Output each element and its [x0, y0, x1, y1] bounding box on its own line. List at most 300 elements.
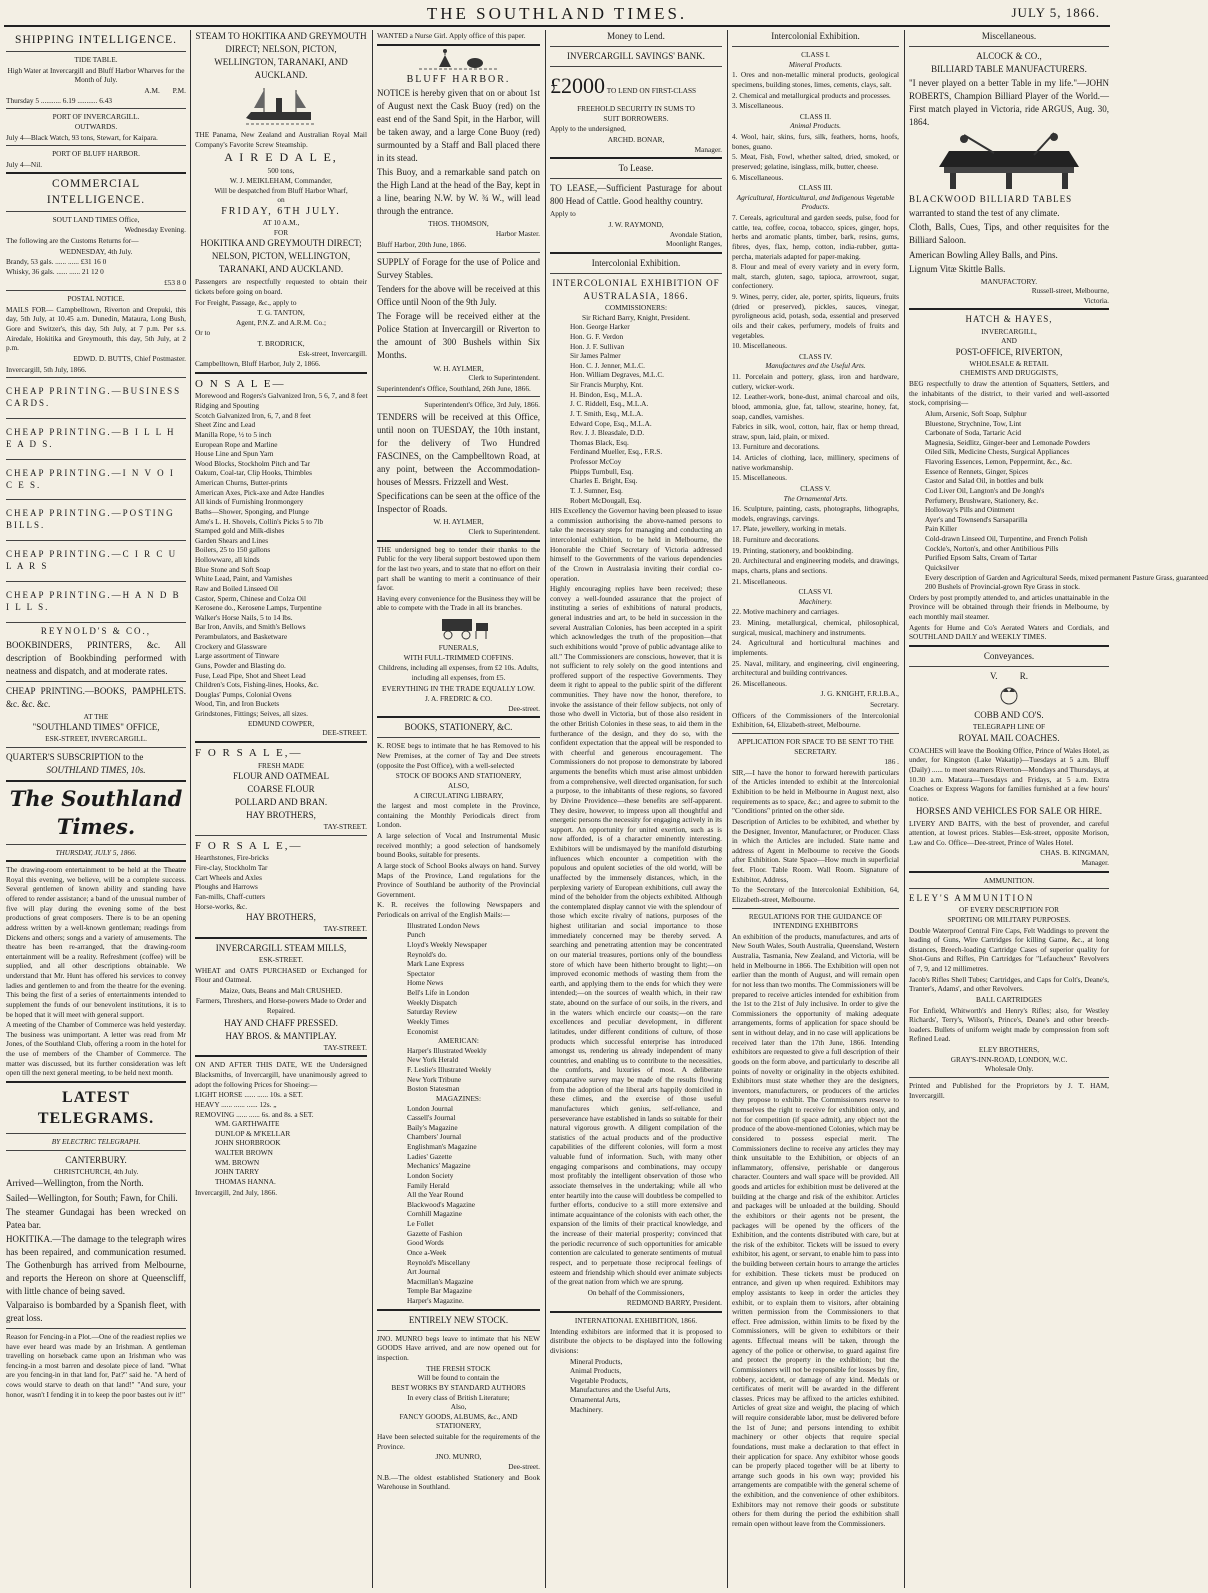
school-text: A large stock of School Books always on hand. Survey Maps of the Province, Land regulations for the Province of Southland be authority of the Provincial Government. — [377, 860, 540, 899]
fresh-stock-sub: Will be found to contain the — [417, 1373, 500, 1383]
exhibition-title: INTERCOLONIAL EXHIBITION OF AUSTRALASIA, 1866. — [552, 277, 720, 301]
class-item: 26. Miscellaneous. — [732, 678, 787, 688]
wholesale-retail: WHOLESALE & RETAIL — [969, 358, 1049, 368]
column-5 — [732, 30, 899, 1588]
commercial-heading: COMMERCIAL INTELLIGENCE. — [46, 178, 146, 206]
commissioner-item: Thomas Black, Esq. — [570, 437, 629, 447]
column-6 — [909, 30, 1208, 1588]
blacksmith-name: WM. BROWN — [215, 1157, 260, 1167]
commercial-line: SOUT LAND TIMES Office, — [52, 214, 140, 224]
column-1 — [6, 30, 186, 1588]
commissioner-item: Hon. William Degraves, M.L.C. — [570, 370, 665, 380]
imprint: Printed and Published for the Proprietors by J. T. HAM, Invercargill. — [909, 1080, 1109, 1100]
coarse-flour: COARSE FLOUR — [247, 784, 315, 795]
livery-text: LIVERY AND BAITS, with the best of provender, and careful attention, at lowest prices. Stables—Esk-street, opposite Morison, Law and Co. Office—Dee-street, Prince of Wales Hotel. — [909, 818, 1109, 847]
telegraph-line: TELEGRAPH LINE OF — [972, 722, 1046, 732]
eley-text: Double Waterproof Central Fire Caps, Felt Waddings to prevent the leading of Guns, Wire Cartridges for killing Game, &c., at long distances, Breech-loading Cartridge Cases of superior quality for Shot-Guns and Rifles, Pin Cartridges for "Lefaucheux" Revolvers of 7, 9, and 12 millimetres. — [909, 925, 1109, 974]
sale-item: European Rope and Marline — [195, 439, 278, 449]
sale-item: Raw and Boiled Linseed Oil — [195, 583, 279, 593]
manager-title: Manager. — [1081, 858, 1109, 868]
buoy-notice: NOTICE is hereby given that on or about 1st of August next the Cask Buoy (red) on the east end of the Sand Spit, in the Harbor, will be taken away, and a large Cone Buoy (red) surmounted by a Staff and Ball placed there in its stead. — [377, 87, 540, 164]
sale-item: Wood, Tin, and Iron Buckets — [195, 699, 280, 709]
sale-item: Morewood and Rogers's Galvanized Iron, 5 6, 7, and 8 feet — [195, 391, 368, 401]
commissioner-item: Edward Cope, Esq., M.L.A. — [570, 418, 652, 428]
commissioner-item: Hon. George Harker — [570, 322, 630, 332]
chemist-item: Cod Liver Oil, Langton's and De Jongh's — [925, 485, 1045, 495]
wholesale-only: Wholesale Only. — [984, 1064, 1034, 1074]
smith-date: Invercargill, 2nd July, 1866. — [195, 1187, 278, 1197]
newspaper-item: Spectator — [407, 968, 435, 978]
excellency-paragraph: HIS Excellency the Governor having been pleased to issue a commission authorising the above-named persons to take the necessary steps for managing and conducting an intercolonial exhibition, to be held in Melbourne, the Honorable the Chief Secretary of Victoria addressed himself to the Governments of the various dependencies of the Crown in Australasia inviting their cordial co-operation. — [550, 506, 722, 583]
hatch-location: INVERCARGILL, — [981, 326, 1037, 336]
commissioner-item: J. C. Riddell, Esq., M.L.A. — [570, 399, 649, 409]
tide-pm: P.M. — [172, 86, 186, 96]
blacksmith-name: DUNLOP & M'KELLAR — [215, 1128, 291, 1138]
chemist-item: Alum, Arsenic, Soft Soap, Sulphur — [925, 408, 1027, 418]
merchant-address: TAY-STREET. — [323, 924, 367, 934]
clerk-title: Clerk to Superintendent. — [468, 373, 540, 383]
commissioner-item: Sir Francis Murphy, Knt. — [570, 380, 644, 390]
ad-date: Superintendent's Office, 3rd July, 1866. — [424, 400, 540, 410]
magazine-item: Blackwood's Magazine — [407, 1199, 475, 1209]
hearse-icon — [424, 615, 494, 641]
magazine-item: Macmillan's Magazine — [407, 1276, 474, 1286]
steamship-icon — [246, 84, 316, 128]
class-subtitle: Machinery. — [798, 596, 833, 606]
leader-paragraph: A meeting of the Chamber of Commerce was held yesterday. The business was unimportant. A letter was read from Mr Jones, of the Southland Club, offering a room in the hotel for the use of members of the Chamber of Commerce. The matter was discussed, but its further consideration was left open till the next general meeting, to be held next month. — [6, 1020, 186, 1078]
specs-notice: Specifications can be seen at the office of the Inspector of Roads. — [377, 491, 540, 515]
blacksmith-name: JOHN TARRY — [215, 1167, 260, 1177]
class-title: CLASS I. — [801, 50, 830, 60]
eley-brothers: ELEY BROTHERS, — [978, 1045, 1040, 1055]
magazine-item: Harper's Magazine. — [407, 1296, 464, 1306]
quarter-subscription-price: SOUTHLAND TIMES, 10s. — [46, 765, 146, 776]
chemist-item: Every description of Garden and Agricultural Seeds, mixed permanent Pasture Grass, guaranteed — [925, 572, 1208, 582]
merchant-address: TAY-STREET. — [323, 822, 367, 832]
sale-item: Grindstones, Fittings; Seives, all sizes. — [195, 709, 308, 719]
sailing-time: AT 10 A.M., — [262, 217, 300, 227]
class-subtitle: Agricultural, Horticultural, and Indigenous Vegetable Products. — [736, 192, 895, 212]
class-item: Fabrics in silk, wool, cotton, hair, flax or hemp thread, straw, spun, laid, plain, or mixed. — [732, 422, 899, 441]
sale-item: Wood Blocks, Stockholm Pitch and Tar — [195, 458, 311, 468]
commissioner-item: T. J. Sumner, Esq. — [570, 485, 623, 495]
shoeing-price: HEAVY ...... ...... ...... 12s. „ — [195, 1099, 277, 1109]
passengers-note: Passengers are respectfully requested to obtain their tickets before going on board. — [195, 277, 367, 296]
ammunition-heading: AMMUNITION. — [983, 875, 1035, 885]
magazine-item: Family Herald — [407, 1180, 450, 1190]
column-divider — [372, 30, 373, 1588]
masthead-date: JULY 5, 1866. — [1011, 5, 1100, 20]
manufactory-address: Russell-street, Melbourne, — [1031, 286, 1109, 296]
magazine-item: Cornhill Magazine — [407, 1209, 462, 1219]
newspaper-item: Home News — [407, 978, 444, 988]
esk-street: ESK-STREET, INVERCARGILL. — [45, 734, 147, 744]
printing-ad: CHEAP PRINTING.—C I R C U L A R S — [6, 549, 178, 572]
class-item: 8. Flour and meal of every variety and in every form, malt, starch, gluten, sago, tapioca, arrowroot, sugar, confectionery. — [732, 262, 899, 291]
column-4 — [550, 30, 722, 1588]
application-year: 186 . — [884, 757, 899, 767]
sale-item: Scotch Galvanized Iron, 6, 7, and 8 feet — [195, 410, 311, 420]
commercial-line: Whisky, 36 gals. ...... ...... 21 12 0 — [6, 266, 104, 276]
sale-item: Horse-works, &c. — [195, 901, 248, 911]
clerk-title: Clerk to Superintendent. — [468, 527, 540, 537]
commissioner-item: Charles E. Bright, Esq. — [570, 476, 638, 486]
flour-oatmeal: FLOUR AND OATMEAL — [232, 771, 329, 782]
chemist-list — [909, 408, 1208, 592]
division-item: Machinery. — [570, 1404, 603, 1414]
lignum-note: Lignum Vitæ Skittle Balls. — [909, 263, 1006, 274]
behalf: On behalf of the Commissioners, — [587, 1287, 685, 1297]
class-item: 6. Miscellaneous. — [732, 172, 784, 182]
agent-address: Esk-street, Invercargill. — [298, 348, 367, 358]
class-subtitle: Animal Products. — [790, 121, 841, 131]
loan-amount: £2000 — [550, 73, 605, 99]
chemist-item: 200 Bushels of Provincial-grown Rye Grass in stock. — [925, 582, 1080, 592]
leader-paragraph: The drawing-room entertainment to be held at the Theatre Royal this evening, we believe, will be a complete success. Several gentlemen of known ability and standing have offered to render assistance; a band of the unusual number of five will play during the evening some of the best productions of great composers. There is to be an opening address written by a well-known gentleman; readings from Dickens and others; songs and a variety of amusements. The theatre has been re-arranged, that the drawing-room entertainment will be a reality. Refreshment (coffee) will be supplied, and all other descriptions obtainable. We understand that Mr. Hunt has offered his services to convey ladies and gentlemen to and from the theatre for the evening. This being the first of a series of entertainments intended to supplement the funds of our benevolent institutions, it is to be hoped that it will meet with general support. — [6, 865, 186, 1019]
telegrams-heading: LATEST TELEGRAMS. — [37, 1088, 155, 1128]
pollard-bran: POLLARD AND BRAN. — [234, 797, 328, 808]
newspaper-item: F. Leslie's Illustrated Weekly — [407, 1065, 492, 1075]
sale-item: Douglas' Pumps, Colonial Ovens — [195, 689, 292, 699]
newspaper-item: Boston Statesman — [407, 1084, 460, 1094]
regulations-text: An exhibition of the products, manufactures, and arts of New South Wales, South Australia, Queensland, Western Australia, Tasmania, New Zealand, and Victoria, will be held in Melbourne in 1866. The Exhibition will open not earlier than the month of August, and will remain open for not less than two months. The Commissioners will be prepared to receive articles intended for exhibition from the 1st to the 21st of July inclusive. In order to give the Commissioners the opportunity of making adequate arrangements, forms of application for space should be sent in without delay, and in no case will applications be received later than the 17th June, 1866. Intending exhibitors are requested to give a full description of their goods on the form above, and particularly to describe all points of novelty or originality in the objects exhibited. Exhibitors must state whether they are the designers, inventors, manufacturers, or producers of the articles they propose to exhibit. The Commissioners reserve to themselves the right to receive for exhibition only, and not for competition (if space admit), any object not the produce of the above-mentioned Colonies, which may be considered to possess especial merit. The Commissioners decline to receive any articles they may think unsuitable to the Exhibition, or objects of an inflammatory, offensive, perishable or dangerous character. Counters and wall space will be provided. All goods and articles for exhibition must be delivered at the building at the charge and risk of the exhibitor. Articles and packages will be unloaded at the building. Should the exhibitors or their agents not be present, the packages will be opened by the officers of the Exhibition, and the contents distributed with care, but at the risk of the exhibitor. Tickets will be issued to every exhibitor, his agent, or servant, to enable him to pass into the building between certain hours to arrange the articles for exhibition. These tickets must be produced on entrance, and given up when required. Exhibitors may employ assistants to keep in order the articles they exhibit, or to explain them to visitors, after obtaining written permission from the Commissioners to that effect. Free admission, within limits to be fixed by the Commissioners, will be given to exhibitors or their agents. Effectual means will be taken, through the agency of the police or otherwise, to guard against fire and protect the property in the exhibition; but the Commissioners will not be responsible for losses by fire, robbery, accident, or damage of any kind. Medals or certificates of merit will be awarded in the different classes. Prices may be affixed to the articles exhibited. Articles of great size and weight, the placing of which will require considerable labor, must be delivered before the 1st of June; and persons intending to exhibit machinery or other objects that require special foundations, must make a declaration to that effect in their application for space. Any exhibitor whose goods can be properly placed together will be at liberty to arrange such goods in his own way; provided his arrangements are compatible with the general scheme of the exhibition, and the convenience of other exhibitors. Exhibitors may not remove their goods or substitute others for them during the period the exhibition shall remain open without leave from the Commissioners. — [732, 931, 899, 1528]
agent-title: Agent, P.N.Z. and A.R.M. Co.; — [236, 317, 326, 327]
officers-note: Officers of the Commissioners of the Intercolonial Exhibition, 64, Elizabeth-street, Melbourne. — [732, 710, 899, 730]
port-bluff: PORT OF BLUFF HARBOR. — [52, 149, 140, 159]
ad-date: Superintendent's Office, Southland, 26th June, 1866. — [377, 383, 531, 393]
billiard-quote: "I never played on a better Table in my life."—JOHN ROBERTS, Champion Billiard Player of the World.—First match played in Victoria, ride ARGUS, Aug. 30, 1864. — [909, 78, 1109, 128]
class-list — [732, 50, 899, 688]
eley-heading: ELEY'S AMMUNITION — [909, 893, 1035, 904]
class-item: 14. Articles of clothing, lace, millinery, specimens of native workmanship. — [732, 453, 899, 472]
sale-item: Fire-clay, Stockholm Tar — [195, 863, 268, 873]
conveyances-heading: Conveyances. — [983, 650, 1035, 661]
nb-note: N.B.—The oldest established Stationery and Book Warehouse in Southland. — [377, 1472, 540, 1492]
stock-heading: STOCK OF BOOKS AND STATIONERY, — [395, 771, 522, 781]
class-item: 21. Miscellaneous. — [732, 576, 787, 586]
sale-item: Walker's Horse Nails, 5 to 14 lbs. — [195, 612, 293, 622]
smith-list — [195, 1119, 367, 1186]
newspaper-item: Lloyd's Weekly Newspaper — [407, 939, 488, 949]
quarter-subscription: QUARTER'S SUBSCRIPTION to the — [6, 752, 144, 763]
merchant-address: Dee-street. — [508, 1461, 540, 1471]
billiard-table-icon — [934, 131, 1084, 191]
orders-note: Orders by post promptly attended to, and articles unattainable in the Province will be obtained through their friends in Melbourne, by each monthly mail steamer. — [909, 592, 1109, 622]
shoeing-price: LIGHT HORSE ...... ...... 10s. a SET. — [195, 1090, 303, 1100]
blacksmith-name: THOMAS HANNA. — [215, 1176, 276, 1186]
chemist-item: Carbonate of Soda, Tartaric Acid — [925, 428, 1022, 438]
dateline: THURSDAY, JULY 5, 1866. — [55, 847, 137, 857]
sale-item: Hollowware, all kinds — [195, 555, 260, 565]
exhibition-heading: Intercolonial Exhibition. — [591, 257, 681, 268]
commissioner-item: Ferdinand Mueller, Esq., F.R.S. — [570, 447, 663, 457]
magazine-item: Le Follet — [407, 1219, 434, 1229]
harbor-master-title: Harbor Master. — [495, 228, 540, 238]
class-item: 4. Wool, hair, skins, furs, silk, feathers, horns, hoofs, bones, guano. — [732, 132, 899, 151]
eley-address: GRAY'S-INN-ROAD, LONDON, W.C. — [950, 1054, 1068, 1064]
blacksmith-name: WM. GARTHWAITE — [215, 1119, 280, 1129]
forage-notice: The Forage will be received either at the Police Station at Invercargill or Riverton to the amount of 300 Bushels within Six Months. — [377, 311, 540, 361]
sale-item: Fan-mills, Chaff-cutters — [195, 891, 265, 901]
class-subtitle: Manufactures and the Useful Arts. — [765, 361, 866, 371]
class-item: 15. Miscellaneous. — [732, 473, 787, 483]
bowling-note: American Bowling Alley Balls, and Pins. — [909, 249, 1058, 260]
smiths-notice: ON AND AFTER THIS DATE, WE the Undersigned Blacksmiths, of Invercargill, have unanimously agreed to adopt the following Prices for Shoeing:— — [195, 1060, 367, 1089]
chemist-item: Cockle's, Norton's, and other Antibilious Pills — [925, 543, 1059, 553]
class-item: 12. Leather-work, bone-dust, animal charcoal and oils, blood, ammonia, glue, fat, tallow, stearine, honey, fat, soap, candles, varnishes. — [732, 392, 899, 421]
tons: 500 tons, — [267, 166, 295, 176]
newspaper-item: Punch — [407, 930, 426, 940]
panama-text: THE Panama, New Zealand and Australian Royal Mail Company's Favorite Screw Steamship. — [195, 130, 367, 149]
tide-am: A.M. — [144, 86, 160, 96]
sporting-heading: SPORTING OR MILITARY PURPOSES. — [947, 914, 1071, 924]
commercial-line: £53 8 0 — [164, 277, 186, 287]
horses-heading: HORSES AND VEHICLES FOR SALE OR HIRE. — [915, 805, 1103, 816]
manager-name: ARCHD. BONAR, — [607, 135, 665, 144]
telegram: Arrived—Wellington, from the North. — [6, 1178, 144, 1189]
sale-item: All kinds of Furnishing Ironmongery — [195, 497, 304, 507]
secretary-name: J. G. KNIGHT, F.R.I.B.A., — [820, 689, 899, 699]
freight-note: For Freight, Passage, &c., apply to — [195, 297, 297, 307]
times-office: "SOUTHLAND TIMES" OFFICE, — [32, 722, 160, 733]
royal-mail: ROYAL MAIL COACHES. — [958, 732, 1060, 743]
fencing-anecdote: Reason for Fencing-in a Plot.—One of the readiest replies we have ever heard was made by an Irishman. A gentleman travelling on horseback came upon an Irishman who was fencing-in a most barren and desolate piece of land. "What are you fencing-in in that land for, Pat?" said he. "A herd of cows would starve to death on that land!" "And sure, your honor, wasn't I fending it in to keep the poor bastes out iv it!" — [6, 1331, 186, 1399]
also: Also, — [450, 1402, 467, 1412]
magazine-item: Good Words — [407, 1238, 444, 1248]
newspaper-item: New York Tribune — [407, 1074, 462, 1084]
newspaper-item: New York Herald — [407, 1055, 459, 1065]
ball-heading: BALL CARTRIDGES — [976, 994, 1042, 1004]
loan-text: TO LEND ON FIRST-CLASS — [606, 86, 697, 96]
sale-item: Perambulators, and Basketware — [195, 632, 288, 642]
class-item: 2. Chemical and metallurgical products and processes. — [732, 90, 891, 100]
shipping-heading: SHIPPING INTELLIGENCE. — [15, 34, 177, 46]
clerk-name: W. H. AYLMER, — [433, 363, 484, 373]
class-item: 3. Miscellaneous. — [732, 101, 784, 111]
printing-ad: CHEAP PRINTING.—I N V O I C E S. — [6, 467, 175, 490]
magazines-heading: MAGAZINES: — [436, 1093, 481, 1103]
magazine-item: Chambers' Journal — [407, 1132, 462, 1142]
sale-item: Baths—Shower, Sponging, and Plunge — [195, 506, 309, 516]
outwards-label: OUTWARDS. — [74, 121, 118, 131]
clerk-name: W. H. AYLMER, — [433, 517, 484, 527]
postal-text: MAILS FOR— Campbelltown, Riverton and Orepuki, this day, 5th July, at 10.45 a.m. Dunedin, Mataura, Long Bush, Gore and Switzer's, this day, 5th July, at 7 p.m. Per s.s. Airedale, Hokitika and Greymouth, this day, 5th July, at 2 p.m. — [6, 304, 186, 353]
mills-address: ESK-STREET. — [258, 954, 304, 964]
magazine-item: Englishman's Magazine — [407, 1142, 477, 1152]
newspaper-item: Bell's Life in London — [407, 988, 470, 998]
suit-borrowers: SUIT BORROWERS. — [603, 113, 669, 123]
funerals-heading: FUNERALS, — [438, 643, 479, 653]
christchurch-date: CHRISTCHURCH, 4th July. — [53, 1166, 139, 1176]
fresh-stock: THE FRESH STOCK — [426, 1363, 491, 1373]
sale-item: Ploughs and Harrows — [195, 882, 258, 892]
commissioner-list — [550, 322, 722, 505]
merchant-address: DEE-STREET. — [322, 728, 367, 738]
division-item: Mineral Products, — [570, 1356, 623, 1366]
magazine-item: All the Year Round — [407, 1190, 464, 1200]
application-address: To the Secretary of the Intercolonial Exhibition, 64, Elizabeth-street, Melbourne. — [732, 885, 899, 904]
newspaper-item: Economist — [407, 1026, 439, 1036]
airedale: A I R E D A L E, — [224, 150, 338, 165]
steam-heading: STEAM TO HOKITIKA AND GREYMOUTH DIRECT; NELSON, PICTON, WELLINGTON, TARANAKI, AND AUCKLAND. — [195, 31, 367, 81]
harbor-master: THOS. THOMSON, — [428, 219, 489, 229]
sale-item: Bar Iron, Anvils, and Smith's Bellows — [195, 622, 306, 632]
sale-item: Ame's L. H. Shovels, Collin's Picks 5 to 7lb — [195, 516, 324, 526]
magazine-item: Once a-Week — [407, 1247, 447, 1257]
pamphlet-ad: CHEAP PRINTING.—BOOKS, PAMPHLETS. &c. &c. &c. — [6, 685, 186, 709]
chemist-item: Essence of Rennets, Ginger, Spices — [925, 466, 1029, 476]
post-office: POST-OFFICE, RIVERTON, — [955, 346, 1063, 357]
magazine-item: Ladies' Gazette — [407, 1151, 452, 1161]
merchant-name: JNO. MUNRO, — [435, 1452, 482, 1462]
shoeing-price: REMOVING ...... ...... 6s. and 8s. a SET. — [195, 1109, 314, 1119]
alcock-heading: ALCOCK & CO., — [976, 51, 1042, 62]
magazine-item: London Journal — [407, 1103, 454, 1113]
sale-item: Blue Stone and Soft Soap — [195, 564, 270, 574]
column-divider — [904, 30, 905, 1588]
masthead-title: THE SOUTHLAND TIMES. — [426, 4, 688, 23]
manager-name: CHAS. B. KINGMAN, — [1040, 848, 1109, 858]
lessor-name: J. W. RAYMOND, — [608, 220, 664, 230]
for-sale-heading: F O R S A L E,— — [195, 839, 303, 852]
tide-row: Thursday 5 ........... 6.19 ........... 6.43 — [6, 95, 113, 105]
music-text: A large selection of Vocal and Instrumental Music received monthly; a good selection of handsomely bound Books, suitable for presents. — [377, 831, 540, 860]
ad-date: Campbelltown, Bluff Harbor, July 2, 1866. — [195, 359, 321, 369]
sale-item: House Line and Spun Yarn — [195, 449, 274, 459]
commissioners-heading: COMMISSIONERS: — [604, 303, 668, 313]
wheat-note: WHEAT and OATS PURCHASED or Exchanged for Flour and Oatmeal. — [195, 965, 367, 985]
cloth-note: Cloth, Balls, Cues, Tips, and other requisites for the Billiard Saloon. — [909, 222, 1109, 246]
ad-date: Bluff Harbor, 20th June, 1866. — [377, 239, 467, 249]
telegram: Sailed—Wellington, for South; Fawn, for Chili. — [6, 1192, 178, 1203]
class-item: 19. Printing, stationery, and bookbinding. — [732, 545, 854, 555]
sale-item: American Churns, Butter-prints — [195, 478, 288, 488]
exhibition-body: Highly encouraging replies have been received; these convey a well-founded assurance that the project of instituting a series of exhibitions of natural products, general industries and art, to be held in succession in the several Australian Colonies, has been accepted in a spirit which acknowledges the truth of the proposition—that such exhibitions would "prove of public advantage alike to all." The Commissioners are conscious, however, that it is not sufficient to rely solely on the good intentions and proffered support of the respective Governments. They deem it right to appeal to the public spirit of the different communities. They have now the honor, therefore, to invoke the assistance of their fellow subjects, not only of those who dwell in Victoria, but of those also resident in the other British Colonies in these seas, to aid them in the furtherance of the design, and they do so, with the confident expectation that the appeal will be responded to with cheerful and generous encouragement. The Commissioners do not propose to demonstrate by labored arguments the benefits which must arise almost unbidden from a comprehensive, well directed organisation, for such a purpose, to the inhabitants of these regions, so favored by Divine Providence—these benefits are self-apparent. They desire, however, to impress upon all thoughtful and energetic persons the necessity for engaging actively in its support. An opportunity for united exertion, such as is now afforded, is of a character eminently interesting. Exhibitors will be undismayed by the manifold disturbing influences which encounter a competition with the populous and opulent societies of the old world, will be unaffected by the immensely distances, which, in the perplexing variety of European exhibitions, cull away the mind of the beholder from the objects exhibited. Although the contemplated display cannot vie with the splendour of those which excite rivalry of nations, purposes of the highest utilitarian and social importance to those immediately concerned may be thereby served. A searching and penetrating attention may be concentrated on our material treasures, portions only of the boundless store of which have been hitherto brought to light;—on improved economic methods of wasting them from the earth, and applying them to the ends for which they were intended;—on the sources of wealth which, in their raw state, abound on the surface of our soils, in the rivers, and in the waters which encircle our coasts;—on the rare excellences and peculiar development, in different latitudes, under different conditions of culture, of those products which successful enterprise has introduced amongst us, rendering us already independent of many countries, and enabling us to contribute to the necessities, the comforts, and luxuries of most. A deliberate comparative survey may be made of the results flowing from the adoption of the liberal arts happily domiciled in these climes, and the exercise of those useful manufactures which genius, self-reliance, and perseverance have established in lands so suitable for their natural vigorous growth. A diligent compilation of the statistics of the actual products and of the productive capabilities of the different colonies, will form a most valuable fund of information. Such, with many other engaging comparisons and combinations, may occupy most profitably the intelligent observation of those who associate themselves in the undertaking; while all who enter heartily into the cause will doubtless be compelled to further efforts, conducive to a still more extensive and intimate acquaintance of the colonists with each other, the expansion of the limits of their practical knowledge, and the increase of their material prosperity; convinced that the periodic recurrence of such opportunities for amicable contention are calculated to generate sentiments of mutual respect, and to perpetuate those reciprocal feelings of esteem and friendship which should ever animate subjects of the great nation from which we are sprung. — [550, 584, 722, 1287]
application-fields: Description of Articles to be exhibited, and whether by the Designer, Inventor, Manufacturer, or Producer. Class in which the Articles are included. State name and address of Agent in Melbourne to receive the Goods after Exhibition. State Space—How much in superficial feet. Floor. Table Room. Wall Room. Signature of Exhibitor, Address, — [732, 816, 899, 884]
chemist-item: Castor and Salad Oil, in bottles and bulk — [925, 476, 1044, 486]
best-works-sub: In every class of British Literature; — [407, 1392, 510, 1402]
money-heading: Money to Lend. — [607, 31, 665, 41]
merchant-name: HAY BROTHERS, — [246, 912, 316, 923]
chemists-heading: CHEMISTS AND DRUGGISTS, — [960, 368, 1058, 378]
chemists-intro: BEG respectfully to draw the attention of Squatters, Settlers, and the inhabitants of the district, to their varied and well-assorted stock, comprising— — [909, 379, 1109, 408]
sale-item: Cart Wheels and Axles — [195, 872, 262, 882]
on: on — [277, 195, 285, 205]
freehold: FREEHOLD SECURITY IN SUMS TO — [577, 104, 695, 114]
chemist-item: Holloway's Pills and Ointment — [925, 505, 1015, 515]
commissioner-item: Hon. G. F. Verdon — [570, 331, 624, 341]
for: FOR — [273, 227, 289, 237]
buoy-icon — [419, 49, 499, 71]
reynold-heading: REYNOLD'S & CO., — [40, 625, 152, 636]
reynold-text: BOOKBINDERS, PRINTERS, &c. All description of Bookbinding performed with neatness and dispatch, and at moderate rates. — [6, 639, 186, 676]
commissioner-item: Rev. J. J. Bleasdale, D.D. — [570, 428, 645, 438]
class-title: CLASS IV. — [798, 351, 833, 361]
at-the: AT THE — [83, 711, 109, 721]
american-list — [377, 1046, 540, 1094]
telegram: HOKITIKA.—The damage to the telegraph wires has been repaired, and communication resumed. The Gothenburgh has arrived from Melbourne, and reports the Hereon on shore at Queenscliff, with little chance of being saved. — [6, 1233, 186, 1296]
commercial-line: The following are the Customs Returns for— — [6, 236, 139, 246]
hatch-heading: HATCH & HAYES, — [965, 314, 1053, 325]
commissioner-item: Hon. C. J. Jenner, M.L.C. — [570, 360, 645, 370]
nurse-ad: WANTED a Nurse Girl. Apply office of this paper. — [377, 31, 526, 40]
magazine-item: Art Journal — [407, 1267, 441, 1277]
masthead-rule — [4, 25, 1110, 27]
misc-heading: Miscellaneous. — [981, 31, 1037, 41]
bluff-text: July 4—Nil. — [6, 159, 43, 169]
printing-ad: CHEAP PRINTING.—H A N D B I L L S. — [6, 589, 181, 612]
postal-date: Invercargill, 5th July, 1866. — [6, 364, 87, 374]
column-3 — [377, 30, 540, 1588]
paper-list — [377, 921, 540, 1037]
price-list — [195, 1090, 367, 1119]
commissioner-item: Hon. J. F. Sullivan — [570, 341, 625, 351]
newspaper-item: Mark Lane Express — [407, 959, 465, 969]
papers-intro: K. R. receives the following Newspapers and Periodicals on arrival of the English Mails:— — [377, 900, 540, 920]
merchant-address: TAY-STREET. — [323, 1042, 367, 1052]
on-sale-heading: O N S A L E— — [195, 377, 286, 390]
newspaper-item: Weekly Times — [407, 1016, 449, 1026]
sale-item: White Lead, Paint, and Varnishes — [195, 574, 293, 584]
canterbury-heading: CANTERBURY. — [65, 1154, 127, 1165]
thanks-notice: THE undersigned beg to tender their thanks to the Public for the very liberal support bestowed upon them for the last two years, and to state that no effort on their part shall be wanting to merit a continuance of their favor. — [377, 544, 540, 593]
postal-heading: POSTAL NOTICE. — [67, 294, 125, 304]
exhibition-heading: Intercolonial Exhibition. — [771, 31, 860, 41]
forage-notice: Tenders for the above will be received at this Office until Noon of the 9th July. — [377, 284, 540, 308]
chaff-note: HAY AND CHAFF PRESSED. — [224, 1017, 338, 1028]
undertaker-address: Dee-street. — [508, 703, 540, 713]
commissioner-item: Phipps Turnbull, Esq. — [570, 466, 634, 476]
jacob-text: Jacob's Rifles Shell Tubes; Cartridges, and Caps for Colt's, Deane's, Tranter's, Adams', and other Revolvers. — [909, 974, 1109, 994]
sale-item: American Axes, Pick-axe and Adze Handles — [195, 487, 325, 497]
munro-notice: JNO. MUNRO begs leave to intimate that his NEW GOODS Have arrived, and are now opened out for inspection. — [377, 1333, 540, 1362]
apply-note: Apply to the undersigned, — [550, 124, 626, 134]
chemist-item: Cold-drawn Linseed Oil, Turpentine, and French Polish — [925, 534, 1088, 544]
manufactory-address: Victoria. — [1083, 295, 1109, 305]
chemist-item: Bluestone, Strychnine, Tow, Lint — [925, 418, 1022, 428]
class-title: CLASS V. — [800, 483, 831, 493]
sale-item: Ridging and Spouting — [195, 401, 260, 411]
maize-note: Maize, Oats, Beans and Malt CRUSHED. — [219, 985, 343, 995]
class-item: 7. Cereals, agricultural and garden seeds, pulse, food for cattle, tea, coffee, cocoa, tobacco, spices, ginger, hops, herbs and aromatic plants, timber, bark, resins, gums, fibres, dyes, flax, hemp, cotton, india-rubber, gutta-percha, materials adapted for paper-making. — [732, 213, 899, 261]
despatch: Will be despatched from Bluff Harbor Wharf, — [214, 185, 348, 195]
newspaper-item: Saturday Review — [407, 1007, 458, 1017]
agent-name: T. BRODRICK, — [257, 339, 305, 349]
magazine-item: London Society — [407, 1170, 454, 1180]
agent-name: T. G. TANTON, — [257, 308, 305, 318]
sale-item: Crockery and Glassware — [195, 641, 267, 651]
column-divider — [545, 30, 546, 1588]
telegraph-byline: BY ELECTRIC TELEGRAPH. — [51, 1137, 141, 1147]
newspaper-item: Illustrated London News — [407, 920, 480, 930]
magazine-item: Gazette of Fashion — [407, 1228, 463, 1238]
class-item: 22. Motive machinery and carriages. — [732, 607, 839, 617]
class-item: 24. Agricultural and horticultural machines and implements. — [732, 638, 899, 657]
application-heading: APPLICATION FOR SPACE TO BE SENT TO THE SECRETARY. — [737, 736, 894, 756]
merchant-name: HAY BROS. & MANTIPLAY. — [225, 1030, 337, 1041]
class-title: CLASS VI. — [798, 587, 833, 597]
printing-ad: CHEAP PRINTING.—POSTING BILLS. — [6, 508, 175, 531]
sale-item: Manilla Rope, ½ to 5 inch — [195, 429, 272, 439]
bank-name: INVERCARGILL SAVINGS' BANK. — [567, 51, 705, 62]
lessor-address: Moonlight Ranges, — [666, 239, 722, 249]
forage-notice: SUPPLY of Forage for the use of Police and Survey Stables. — [377, 257, 540, 281]
class-subtitle: Mineral Products. — [788, 59, 843, 69]
funerals-prices: Childrens, including all expenses, from £2 10s. Adults, including all expenses, from £5. — [378, 663, 539, 682]
fancy-goods-text: Have been selected suitable for the requirements of the Province. — [377, 1432, 540, 1451]
tide-sub: High Water at Invercargill and Bluff Harbor Wharves for the Month of July. — [7, 65, 185, 85]
lease-heading: To Lease. — [618, 163, 654, 174]
